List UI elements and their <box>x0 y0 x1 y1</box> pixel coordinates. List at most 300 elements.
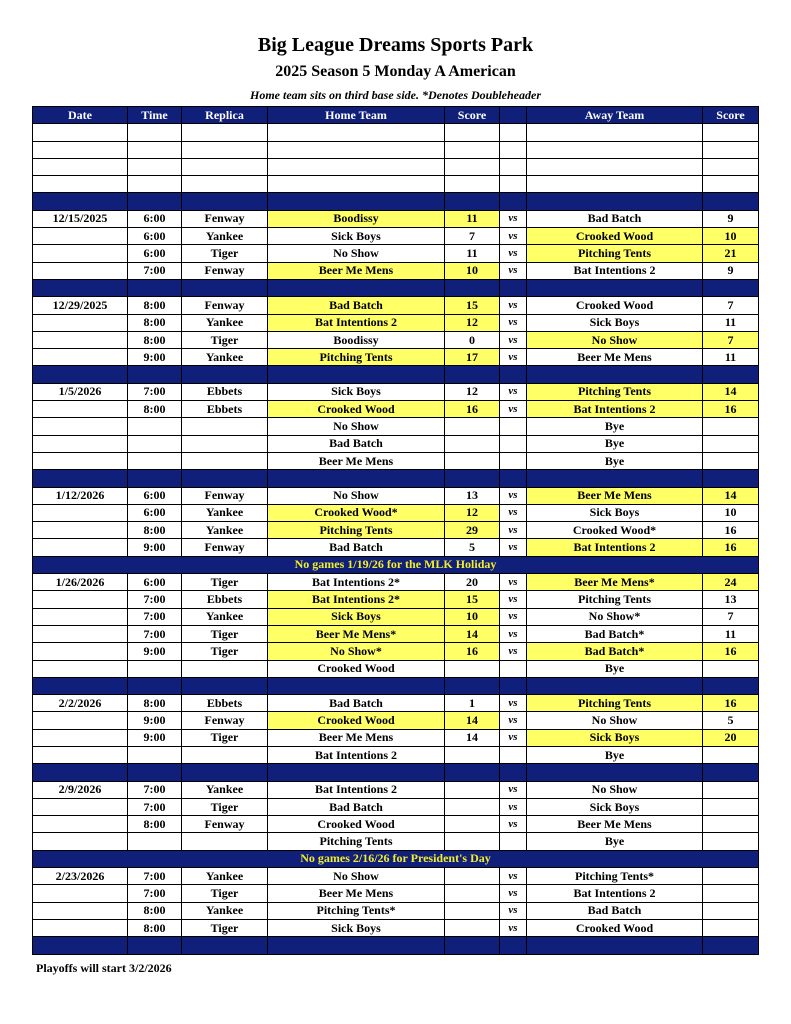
vs-cell: vs <box>500 487 527 504</box>
time-cell <box>128 418 182 435</box>
empty-cell <box>527 366 703 383</box>
game-row <box>33 902 759 919</box>
home-score-cell: 5 <box>445 539 500 556</box>
date-cell: 2/9/2026 <box>33 781 128 798</box>
away-score-cell: 5 <box>703 712 759 729</box>
time-cell: 9:00 <box>128 539 182 556</box>
home-score-cell <box>445 435 500 452</box>
home-score-cell <box>445 746 500 763</box>
vs-cell: vs <box>500 712 527 729</box>
away-score-cell <box>703 919 759 936</box>
replica-cell: Fenway <box>182 262 268 279</box>
replica-cell: Ebbets <box>182 591 268 608</box>
column-header-home-team: Home Team <box>268 107 445 124</box>
date-cell <box>33 591 128 608</box>
replica-cell: Yankee <box>182 314 268 331</box>
date-cell <box>33 919 128 936</box>
empty-cell <box>182 764 268 781</box>
game-row <box>33 262 759 279</box>
game-row <box>33 401 759 418</box>
away-team-cell: Crooked Wood <box>527 297 703 314</box>
replica-cell: Yankee <box>182 902 268 919</box>
date-cell <box>33 798 128 815</box>
replica-cell: Tiger <box>182 625 268 642</box>
home-team-cell: Sick Boys <box>268 919 445 936</box>
vs-cell: vs <box>500 522 527 539</box>
divider-band <box>33 193 759 210</box>
date-cell <box>33 228 128 245</box>
header-row <box>33 107 759 124</box>
home-score-cell: 1 <box>445 695 500 712</box>
away-team-cell: Bye <box>527 452 703 469</box>
blank-row <box>33 176 759 193</box>
date-cell: 1/26/2026 <box>33 574 128 591</box>
home-score-cell: 10 <box>445 608 500 625</box>
time-cell: 9:00 <box>128 349 182 366</box>
empty-cell <box>527 764 703 781</box>
game-row <box>33 591 759 608</box>
replica-cell: Yankee <box>182 349 268 366</box>
home-score-cell: 15 <box>445 297 500 314</box>
home-score-cell: 29 <box>445 522 500 539</box>
game-row <box>33 919 759 936</box>
home-score-cell: 7 <box>445 228 500 245</box>
away-score-cell <box>703 885 759 902</box>
game-row <box>33 522 759 539</box>
empty-cell <box>500 470 527 487</box>
home-team-cell: Bad Batch <box>268 435 445 452</box>
away-team-cell: Pitching Tents <box>527 591 703 608</box>
empty-cell <box>128 279 182 296</box>
holiday-note: No games 2/16/26 for President's Day <box>33 850 759 867</box>
empty-cell <box>703 193 759 210</box>
replica-cell: Ebbets <box>182 401 268 418</box>
vs-cell: vs <box>500 262 527 279</box>
game-row <box>33 504 759 521</box>
replica-cell: Fenway <box>182 210 268 227</box>
date-cell: 12/29/2025 <box>33 297 128 314</box>
date-cell <box>33 504 128 521</box>
replica-cell: Fenway <box>182 539 268 556</box>
home-team-cell: Pitching Tents <box>268 833 445 850</box>
game-row <box>33 660 759 677</box>
game-row <box>33 383 759 400</box>
home-score-cell <box>445 902 500 919</box>
empty-cell <box>500 193 527 210</box>
home-score-cell: 13 <box>445 487 500 504</box>
blank-row <box>33 124 759 141</box>
away-team-cell: Pitching Tents <box>527 245 703 262</box>
schedule-table <box>32 106 759 955</box>
home-team-cell: Crooked Wood* <box>268 504 445 521</box>
time-cell: 9:00 <box>128 712 182 729</box>
game-row <box>33 228 759 245</box>
empty-cell <box>33 366 128 383</box>
date-cell <box>33 245 128 262</box>
replica-cell: Yankee <box>182 504 268 521</box>
home-score-cell: 12 <box>445 314 500 331</box>
empty-cell <box>128 158 182 175</box>
date-cell <box>33 539 128 556</box>
replica-cell: Tiger <box>182 643 268 660</box>
replica-cell: Fenway <box>182 816 268 833</box>
away-team-cell: Beer Me Mens* <box>527 574 703 591</box>
empty-cell <box>268 764 445 781</box>
empty-cell <box>182 176 268 193</box>
home-score-cell: 12 <box>445 504 500 521</box>
game-row <box>33 245 759 262</box>
away-team-cell: Beer Me Mens <box>527 816 703 833</box>
away-team-cell: Crooked Wood* <box>527 522 703 539</box>
home-score-cell <box>445 660 500 677</box>
home-team-cell: Bat Intentions 2 <box>268 746 445 763</box>
empty-cell <box>268 279 445 296</box>
away-score-cell: 16 <box>703 643 759 660</box>
column-header-away-team: Away Team <box>527 107 703 124</box>
date-cell <box>33 746 128 763</box>
empty-cell <box>527 158 703 175</box>
away-team-cell: Bye <box>527 418 703 435</box>
away-score-cell: 9 <box>703 210 759 227</box>
date-cell <box>33 349 128 366</box>
date-cell <box>33 401 128 418</box>
empty-cell <box>182 937 268 954</box>
time-cell: 6:00 <box>128 228 182 245</box>
game-row <box>33 608 759 625</box>
empty-cell <box>703 141 759 158</box>
away-score-cell: 16 <box>703 401 759 418</box>
home-team-cell: Beer Me Mens <box>268 452 445 469</box>
empty-cell <box>500 937 527 954</box>
home-score-cell <box>445 452 500 469</box>
replica-cell: Ebbets <box>182 695 268 712</box>
away-score-cell <box>703 781 759 798</box>
away-score-cell: 14 <box>703 383 759 400</box>
away-team-cell: Pitching Tents* <box>527 868 703 885</box>
home-score-cell <box>445 919 500 936</box>
date-cell <box>33 522 128 539</box>
game-row <box>33 816 759 833</box>
home-team-cell: Bat Intentions 2* <box>268 574 445 591</box>
empty-cell <box>527 470 703 487</box>
vs-cell: vs <box>500 816 527 833</box>
replica-cell: Tiger <box>182 919 268 936</box>
replica-cell <box>182 452 268 469</box>
away-team-cell: Beer Me Mens <box>527 349 703 366</box>
replica-cell: Tiger <box>182 798 268 815</box>
holiday-note: No games 1/19/26 for the MLK Holiday <box>33 556 759 573</box>
home-score-cell: 16 <box>445 401 500 418</box>
empty-cell <box>445 193 500 210</box>
vs-cell <box>500 435 527 452</box>
home-team-cell: Beer Me Mens* <box>268 625 445 642</box>
empty-cell <box>703 279 759 296</box>
schedule-body <box>33 124 759 954</box>
away-team-cell: Crooked Wood <box>527 228 703 245</box>
empty-cell <box>703 677 759 694</box>
away-team-cell: Beer Me Mens <box>527 487 703 504</box>
home-score-cell <box>445 868 500 885</box>
empty-cell <box>128 176 182 193</box>
away-score-cell: 24 <box>703 574 759 591</box>
empty-cell <box>445 366 500 383</box>
home-team-cell: Boodissy <box>268 331 445 348</box>
away-score-cell: 11 <box>703 625 759 642</box>
away-score-cell: 7 <box>703 331 759 348</box>
home-score-cell <box>445 833 500 850</box>
away-team-cell: Bat Intentions 2 <box>527 262 703 279</box>
away-score-cell <box>703 816 759 833</box>
empty-cell <box>33 124 128 141</box>
home-team-cell: Bat Intentions 2 <box>268 314 445 331</box>
date-cell <box>33 712 128 729</box>
home-team-cell: Boodissy <box>268 210 445 227</box>
away-team-cell: Bat Intentions 2 <box>527 885 703 902</box>
home-team-cell: Beer Me Mens <box>268 729 445 746</box>
time-cell: 7:00 <box>128 781 182 798</box>
away-score-cell <box>703 746 759 763</box>
home-team-cell: Sick Boys <box>268 228 445 245</box>
time-cell: 8:00 <box>128 522 182 539</box>
game-row <box>33 781 759 798</box>
empty-cell <box>445 158 500 175</box>
empty-cell <box>128 677 182 694</box>
home-team-cell: Pitching Tents <box>268 349 445 366</box>
empty-cell <box>33 279 128 296</box>
vs-cell: vs <box>500 349 527 366</box>
column-header-time: Time <box>128 107 182 124</box>
vs-cell: vs <box>500 245 527 262</box>
away-team-cell: Crooked Wood <box>527 919 703 936</box>
away-team-cell: Bye <box>527 435 703 452</box>
away-team-cell: Sick Boys <box>527 729 703 746</box>
game-row <box>33 643 759 660</box>
empty-cell <box>128 141 182 158</box>
divider-band <box>33 937 759 954</box>
home-score-cell: 15 <box>445 591 500 608</box>
time-cell: 6:00 <box>128 245 182 262</box>
home-team-cell: No Show <box>268 487 445 504</box>
vs-cell: vs <box>500 504 527 521</box>
empty-cell <box>445 141 500 158</box>
away-score-cell: 9 <box>703 262 759 279</box>
home-team-cell: Crooked Wood <box>268 816 445 833</box>
game-row <box>33 798 759 815</box>
vs-cell: vs <box>500 314 527 331</box>
game-row <box>33 435 759 452</box>
empty-cell <box>268 176 445 193</box>
away-score-cell <box>703 902 759 919</box>
away-score-cell: 10 <box>703 228 759 245</box>
date-cell <box>33 314 128 331</box>
empty-cell <box>33 141 128 158</box>
home-team-cell: Bat Intentions 2* <box>268 591 445 608</box>
empty-cell <box>268 677 445 694</box>
date-cell <box>33 452 128 469</box>
home-score-cell: 14 <box>445 625 500 642</box>
game-row <box>33 331 759 348</box>
empty-cell <box>128 366 182 383</box>
vs-cell <box>500 833 527 850</box>
empty-cell <box>500 279 527 296</box>
game-row <box>33 833 759 850</box>
home-score-cell: 17 <box>445 349 500 366</box>
replica-cell: Tiger <box>182 331 268 348</box>
empty-cell <box>128 124 182 141</box>
date-cell: 2/2/2026 <box>33 695 128 712</box>
empty-cell <box>33 158 128 175</box>
empty-cell <box>182 279 268 296</box>
replica-cell: Yankee <box>182 781 268 798</box>
game-row <box>33 210 759 227</box>
vs-cell: vs <box>500 625 527 642</box>
game-row <box>33 418 759 435</box>
away-score-cell: 16 <box>703 695 759 712</box>
divider-band <box>33 366 759 383</box>
empty-cell <box>182 141 268 158</box>
replica-cell <box>182 746 268 763</box>
home-score-cell <box>445 798 500 815</box>
vs-cell: vs <box>500 868 527 885</box>
away-score-cell <box>703 798 759 815</box>
home-score-cell: 16 <box>445 643 500 660</box>
away-team-cell: Pitching Tents <box>527 695 703 712</box>
empty-cell <box>703 176 759 193</box>
empty-cell <box>445 470 500 487</box>
empty-cell <box>33 937 128 954</box>
away-score-cell: 16 <box>703 522 759 539</box>
home-score-cell: 11 <box>445 210 500 227</box>
replica-cell: Yankee <box>182 868 268 885</box>
home-team-cell: Beer Me Mens <box>268 262 445 279</box>
empty-cell <box>445 279 500 296</box>
empty-cell <box>268 124 445 141</box>
away-score-cell <box>703 418 759 435</box>
home-team-cell: Bad Batch <box>268 695 445 712</box>
vs-cell: vs <box>500 228 527 245</box>
vs-cell: vs <box>500 401 527 418</box>
replica-cell: Fenway <box>182 487 268 504</box>
vs-cell: vs <box>500 729 527 746</box>
home-team-cell: Pitching Tents <box>268 522 445 539</box>
home-score-cell <box>445 781 500 798</box>
date-cell <box>33 660 128 677</box>
empty-cell <box>500 764 527 781</box>
replica-cell <box>182 435 268 452</box>
away-team-cell: Bye <box>527 660 703 677</box>
home-score-cell: 20 <box>445 574 500 591</box>
blank-row <box>33 141 759 158</box>
empty-cell <box>268 193 445 210</box>
home-score-cell: 11 <box>445 245 500 262</box>
game-row <box>33 297 759 314</box>
date-cell <box>33 816 128 833</box>
date-cell <box>33 262 128 279</box>
away-team-cell: Bad Batch <box>527 210 703 227</box>
away-team-cell: Bad Batch* <box>527 625 703 642</box>
away-team-cell: No Show* <box>527 608 703 625</box>
column-header-away-score: Score <box>703 107 759 124</box>
empty-cell <box>527 193 703 210</box>
empty-cell <box>500 124 527 141</box>
vs-cell <box>500 418 527 435</box>
away-team-cell: Sick Boys <box>527 314 703 331</box>
empty-cell <box>33 176 128 193</box>
time-cell: 8:00 <box>128 297 182 314</box>
empty-cell <box>703 937 759 954</box>
empty-cell <box>182 470 268 487</box>
away-score-cell: 14 <box>703 487 759 504</box>
game-row <box>33 314 759 331</box>
empty-cell <box>703 158 759 175</box>
away-team-cell: Bad Batch* <box>527 643 703 660</box>
date-cell: 1/5/2026 <box>33 383 128 400</box>
holiday-note-row <box>33 556 759 573</box>
empty-cell <box>33 193 128 210</box>
vs-cell: vs <box>500 902 527 919</box>
date-cell <box>33 643 128 660</box>
empty-cell <box>182 193 268 210</box>
date-cell: 2/23/2026 <box>33 868 128 885</box>
time-cell: 8:00 <box>128 331 182 348</box>
date-cell <box>33 331 128 348</box>
empty-cell <box>33 470 128 487</box>
empty-cell <box>128 764 182 781</box>
empty-cell <box>128 470 182 487</box>
home-team-cell: Sick Boys <box>268 383 445 400</box>
away-score-cell <box>703 833 759 850</box>
vs-cell <box>500 452 527 469</box>
replica-cell: Yankee <box>182 522 268 539</box>
empty-cell <box>500 677 527 694</box>
time-cell <box>128 660 182 677</box>
empty-cell <box>445 937 500 954</box>
divider-band <box>33 470 759 487</box>
away-score-cell: 11 <box>703 349 759 366</box>
home-team-cell: Bad Batch <box>268 798 445 815</box>
away-score-cell <box>703 452 759 469</box>
home-team-cell: No Show <box>268 245 445 262</box>
empty-cell <box>527 677 703 694</box>
date-cell: 12/15/2025 <box>33 210 128 227</box>
home-team-cell: Bat Intentions 2 <box>268 781 445 798</box>
home-score-cell: 0 <box>445 331 500 348</box>
empty-cell <box>182 158 268 175</box>
time-cell: 8:00 <box>128 314 182 331</box>
empty-cell <box>268 366 445 383</box>
column-header-replica: Replica <box>182 107 268 124</box>
game-row <box>33 746 759 763</box>
vs-cell: vs <box>500 210 527 227</box>
away-team-cell: Sick Boys <box>527 798 703 815</box>
column-header-vs <box>500 107 527 124</box>
game-row <box>33 695 759 712</box>
date-cell <box>33 608 128 625</box>
empty-cell <box>527 141 703 158</box>
home-score-cell: 14 <box>445 729 500 746</box>
game-row <box>33 868 759 885</box>
replica-cell: Tiger <box>182 729 268 746</box>
date-cell <box>33 418 128 435</box>
date-cell <box>33 902 128 919</box>
time-cell <box>128 833 182 850</box>
away-team-cell: Bad Batch <box>527 902 703 919</box>
date-cell <box>33 833 128 850</box>
empty-cell <box>128 937 182 954</box>
holiday-note-row <box>33 850 759 867</box>
time-cell: 8:00 <box>128 695 182 712</box>
game-row <box>33 712 759 729</box>
